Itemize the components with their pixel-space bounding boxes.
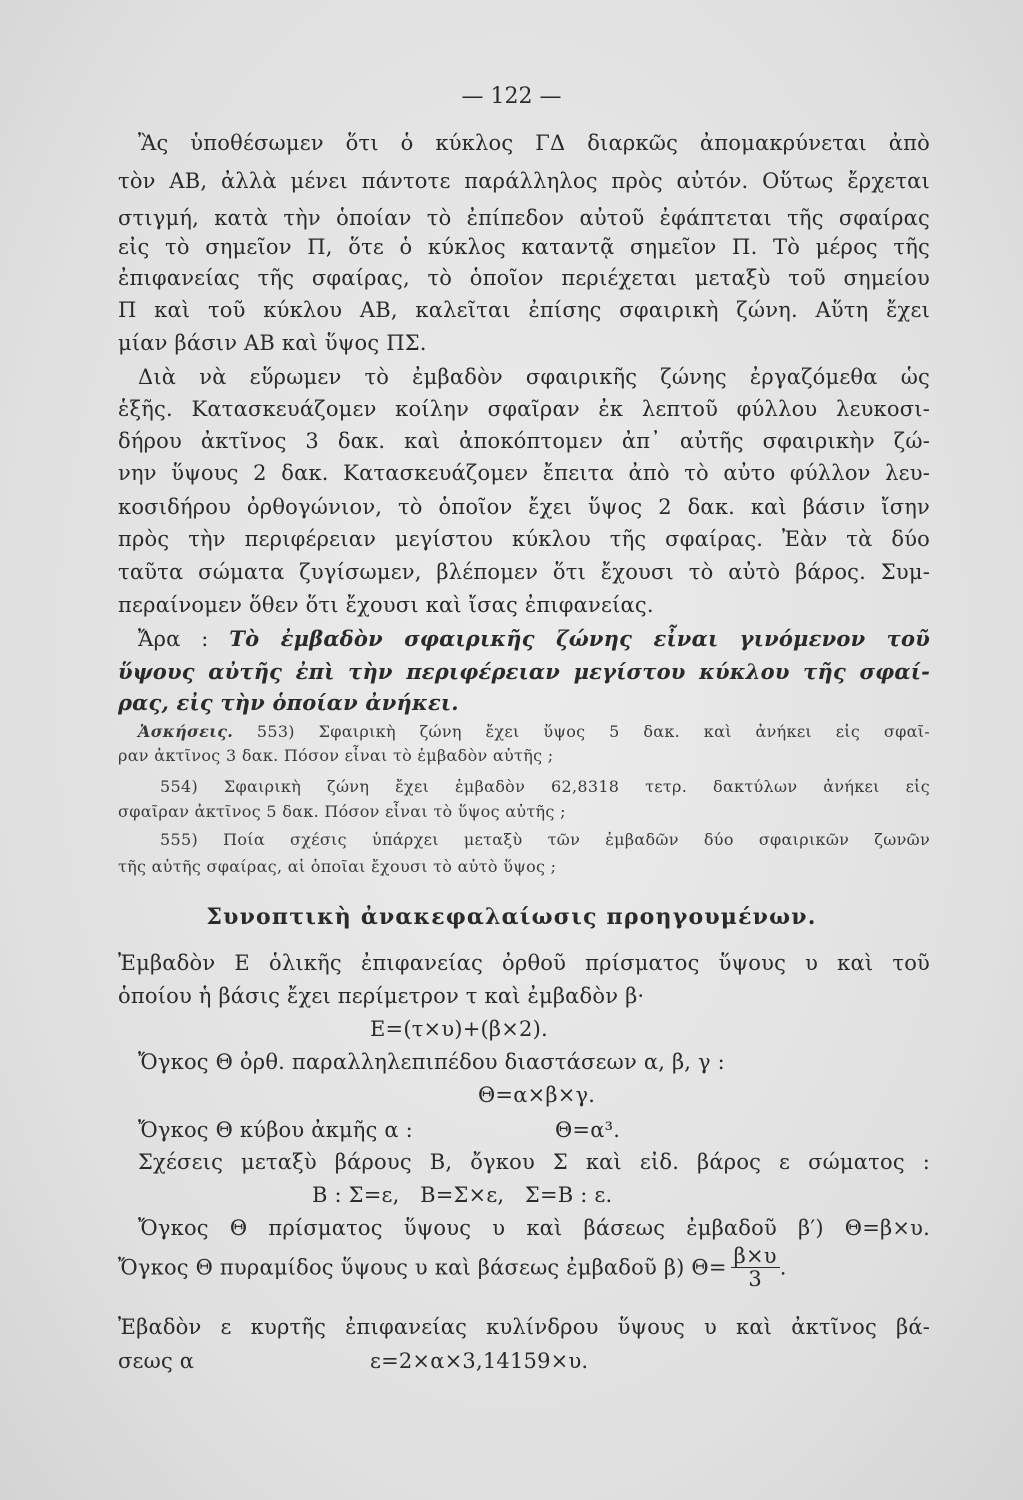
summary-line: Ὄγκος Θ πρίσματος ὕψους υ καὶ βάσεως ἐμβαδοῦ β′) Θ=β×υ. [138,1216,930,1240]
paragraph-line: πρὸς τὴν περιφέρειαν μεγίστου κύκλου τῆς σφαίρας. Ἐὰν τὰ δύο [118,527,930,551]
theorem-line: ρας, εἰς τὴν ὁποίαν ἀνήκει. [118,690,459,715]
page-number: — 122 — [461,84,562,109]
summary-line: Ἐμβαδὸν Ε ὁλικῆς ἐπιφανείας ὀρθοῦ πρίσματος ὕψους υ καὶ τοῦ [118,951,930,975]
paragraph-line: δήρου ἀκτῖνος 3 δακ. καὶ ἀποκόπτομεν ἀπ᾽ αὐτῆς σφαιρικὴν ζώ- [118,429,930,453]
paragraph-line: κοσιδήρου ὀρθογώνιον, τὸ ὁποῖον ἔχει ὕψος 2 δακ. καὶ βάσιν ἴσην [118,495,930,519]
paragraph-line: περαίνομεν ὅθεν ὅτι ἔχουσι καὶ ἴσας ἐπιφανείας. [118,593,654,617]
formula: Β : Σ=ε, Β=Σ×ε, Σ=Β : ε. [312,1183,613,1207]
summary-line: Ὄγκος Θ κύβου ἀκμῆς α : [138,1118,413,1142]
exercise-line: τῆς αὐτῆς σφαίρας, αἱ ὁποῖαι ἔχουσι τὸ αὐτὸ ὕψος ; [118,857,557,876]
summary-text: Ὄγκος Θ πυραμίδος ὕψους υ καὶ βάσεως ἐμβαδοῦ β) Θ= [118,1255,727,1280]
formula: Θ=α³. [555,1118,621,1142]
exercise-line: ραν ἀκτῖνος 3 δακ. Πόσον εἶναι τὸ ἐμβαδὸν αὐτῆς ; [118,746,554,765]
summary-heading: Συνοπτικὴ ἀνακεφαλαίωσις προηγουμένων. [206,904,817,930]
exercise-text: 553) Σφαιρικὴ ζώνη ἔχει ὕψος 5 δακ. καὶ ἀνήκει εἰς σφαῖ- [233,722,930,741]
paragraph-line: Ἂς ὑποθέσωμεν ὅτι ὁ κύκλος ΓΔ διαρκῶς ἀπομακρύνεται ἀπὸ [138,131,930,155]
paragraph-line: εἰς τὸ σημεῖον Π, ὅτε ὁ κύκλος καταντᾷ σημεῖον Π. Τὸ μέρος τῆς [118,235,930,259]
summary-line: Σχέσεις μεταξὺ βάρους Β, ὄγκου Σ καὶ εἰδ. βάρος ε σώματος : [138,1150,930,1174]
summary-line: Ὄγκος Θ ὀρθ. παραλληλεπιπέδου διαστάσεων α, β, γ : [138,1050,725,1074]
exercise-line: 554) Σφαιρικὴ ζώνη ἔχει ἐμβαδὸν 62,8318 τετρ. δακτύλων ἀνήκει εἰς [160,777,930,796]
exercise-line [138,722,930,742]
exercise-line: σφαῖραν ἀκτῖνος 5 δακ. Πόσον εἶναι τὸ ὕψος αὐτῆς ; [118,802,566,821]
summary-text-end: . [779,1255,787,1280]
summary-line: Ἐβαδὸν ε κυρτῆς ἐπιφανείας κυλίνδρου ὕψους υ καὶ ἀκτῖνος βά- [118,1315,930,1339]
formula: ε=2×α×3,14159×υ. [370,1349,589,1373]
summary-line [118,1245,930,1305]
paragraph-line: Π καὶ τοῦ κύκλου ΑΒ, καλεῖται ἐπίσης σφαιρικὴ ζώνη. Αὕτη ἔχει [118,298,930,322]
summary-line: ὁποίου ἡ βάσις ἔχει περίμετρον τ καὶ ἐμβαδὸν β· [118,984,645,1008]
fraction [731,1245,780,1290]
formula: Θ=α×β×γ. [478,1083,596,1107]
paragraph-line: στιγμή, κατὰ τὴν ὁποίαν τὸ ἐπίπεδον αὐτοῦ ἐφάπτεται τῆς σφαίρας [118,206,930,230]
paragraph-line: νην ὕψους 2 δακ. Κατασκευάζομεν ἔπειτα ἀπὸ τὸ αὐτο φύλλον λευ- [118,461,930,485]
paragraph-line: ἑξῆς. Κατασκευάζομεν κοίλην σφαῖραν ἐκ λεπτοῦ φύλλου λευκοσι- [118,397,930,421]
theorem-prefix: Ἄρα : [138,627,230,651]
fraction-numerator: β×υ [731,1245,780,1268]
exercise-line: 555) Ποία σχέσις ὑπάρχει μεταξὺ τῶν ἐμβαδῶν δύο σφαιρικῶν ζωνῶν [160,830,930,849]
theorem-text: Τὸ ἐμβαδὸν σφαιρικῆς ζώνης εἶναι γινόμενον τοῦ [229,626,930,651]
paragraph-line: ταῦτα σώματα ζυγίσωμεν, βλέπομεν ὅτι ἔχουσι τὸ αὐτὸ βάρος. Συμ- [118,560,930,584]
exercises-label: Ἀσκήσεις. [138,722,234,741]
paragraph-line: Διὰ νὰ εὕρωμεν τὸ ἐμβαδὸν σφαιρικῆς ζώνης ἐργαζόμεθα ὡς [138,365,930,389]
theorem-line [138,626,930,652]
paragraph-line: ἐπιφανείας τῆς σφαίρας, τὸ ὁποῖον περιέχεται μεταξὺ τοῦ σημείου [118,266,930,290]
formula: Ε=(τ×υ)+(β×2). [370,1017,548,1041]
fraction-denominator: 3 [748,1267,762,1291]
paragraph-line: μίαν βάσιν ΑΒ καὶ ὕψος ΠΣ. [118,331,427,355]
theorem-line: ὕψους αὐτῆς ἐπὶ τὴν περιφέρειαν μεγίστου κύκλου τῆς σφαί- [118,659,930,684]
paragraph-line: τὸν ΑΒ, ἀλλὰ μένει πάντοτε παράλληλος πρὸς αὐτόν. Οὕτως ἔρχεται [118,169,930,193]
summary-line: σεως α [118,1349,195,1373]
